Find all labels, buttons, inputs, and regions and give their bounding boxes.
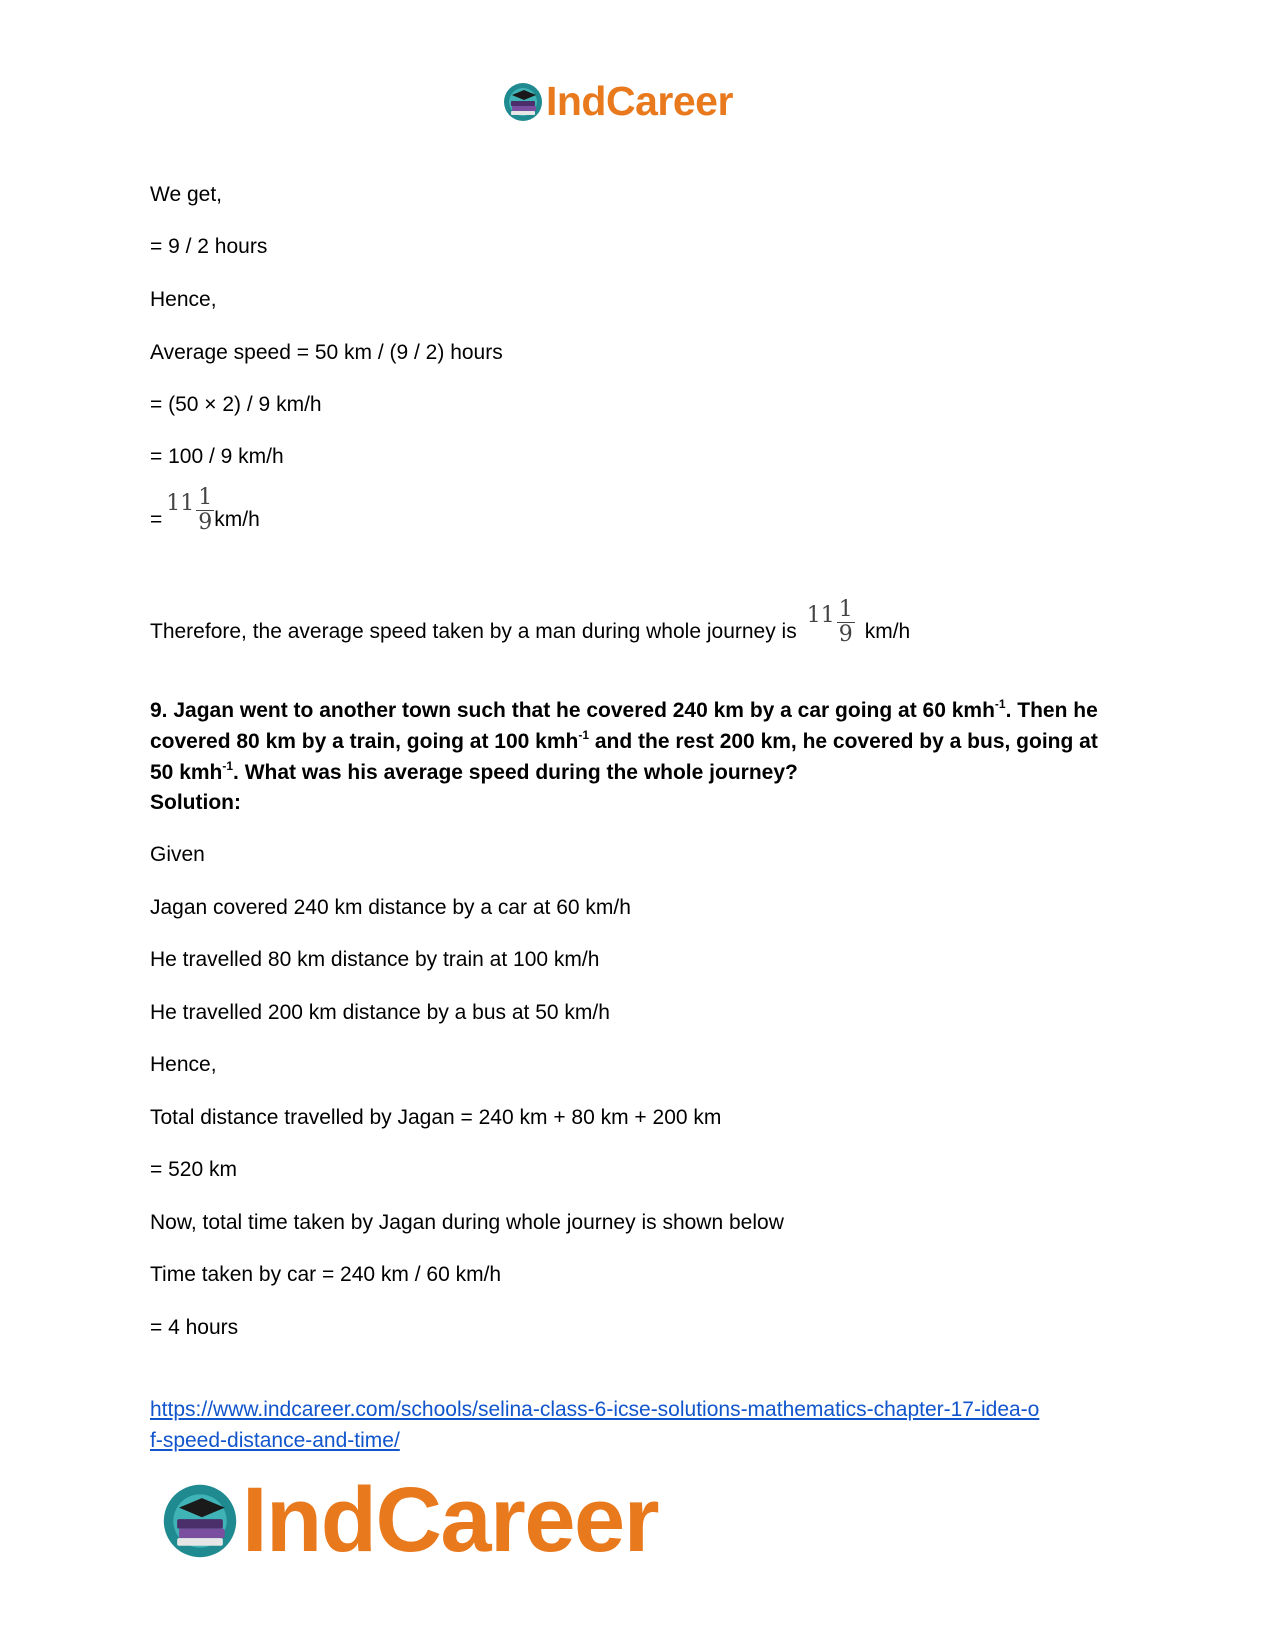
text-line: Time taken by car = 240 km / 60 km/h: [150, 1263, 502, 1286]
text-line: He travelled 80 km distance by train at 100 km/h: [150, 948, 600, 971]
equals-sign: =: [150, 508, 163, 531]
text-line: He travelled 200 km distance by a bus at 50 km/h: [150, 1001, 610, 1024]
text-line: Total distance travelled by Jagan = 240 km + 80 km + 200 km: [150, 1106, 722, 1129]
fraction-whole: 11: [806, 602, 835, 628]
header-logo: [502, 78, 733, 125]
footer-logo: [160, 1468, 658, 1573]
source-link[interactable]: [150, 1394, 1130, 1456]
text-line: We get,: [150, 183, 222, 206]
superscript: -1: [222, 759, 234, 773]
conclusion-line: [150, 598, 910, 647]
superscript: -1: [578, 728, 589, 742]
text-line: = 9 / 2 hours: [150, 235, 268, 258]
mixed-fraction: [807, 598, 855, 647]
fraction-denominator: 9: [198, 510, 213, 535]
unit-label: km/h: [864, 620, 911, 643]
logo-text: IndCareer: [546, 78, 733, 124]
fraction-whole: 11: [166, 490, 195, 516]
logo-icon: [160, 1481, 240, 1561]
link-part-1: https://www.indcareer.com/schools/selina-class-6-icse-solutions-mathematics-chapter-17-idea-o: [150, 1398, 1040, 1421]
mixed-fraction-line: [150, 485, 260, 535]
fraction: [837, 598, 855, 647]
text-line: = 4 hours: [150, 1316, 239, 1339]
conclusion-text: Therefore, the average speed taken by a man during whole journey is: [150, 620, 797, 643]
question-text: . What was his average speed during the whole journey?: [233, 761, 798, 784]
superscript: -1: [994, 697, 1006, 711]
question-9: [150, 695, 1125, 788]
text-line: Hence,: [150, 288, 217, 311]
solution-heading: Solution:: [150, 791, 241, 814]
text-line: Now, total time taken by Jagan during whole journey is shown below: [150, 1211, 784, 1234]
text-line: = 520 km: [150, 1158, 237, 1181]
fraction-numerator: 1: [838, 597, 853, 622]
text-line: Hence,: [150, 1053, 217, 1076]
logo-icon: [502, 81, 544, 123]
question-text: and the rest 200 km, he covered by a bus, going at 50 kmh: [150, 730, 1098, 784]
fraction-denominator: 9: [838, 622, 853, 647]
text-line: = 100 / 9 km/h: [150, 445, 284, 468]
mixed-fraction: [166, 486, 214, 535]
text-line: Given: [150, 843, 205, 866]
question-text: . Then he covered 80 km by a train, going at 100 kmh: [150, 699, 1098, 753]
text-line: Average speed = 50 km / (9 / 2) hours: [150, 341, 503, 364]
text-line: Jagan covered 240 km distance by a car at 60 km/h: [150, 896, 631, 919]
question-text: 9. Jagan went to another town such that he covered 240 km by a car going at 60 kmh: [150, 699, 995, 722]
unit-label: km/h: [214, 508, 260, 531]
fraction: [196, 486, 214, 535]
link-part-2: f-speed-distance-and-time/: [150, 1429, 400, 1452]
text-line: = (50 × 2) / 9 km/h: [150, 393, 322, 416]
logo-text: IndCareer: [242, 1469, 658, 1571]
fraction-numerator: 1: [198, 485, 213, 510]
